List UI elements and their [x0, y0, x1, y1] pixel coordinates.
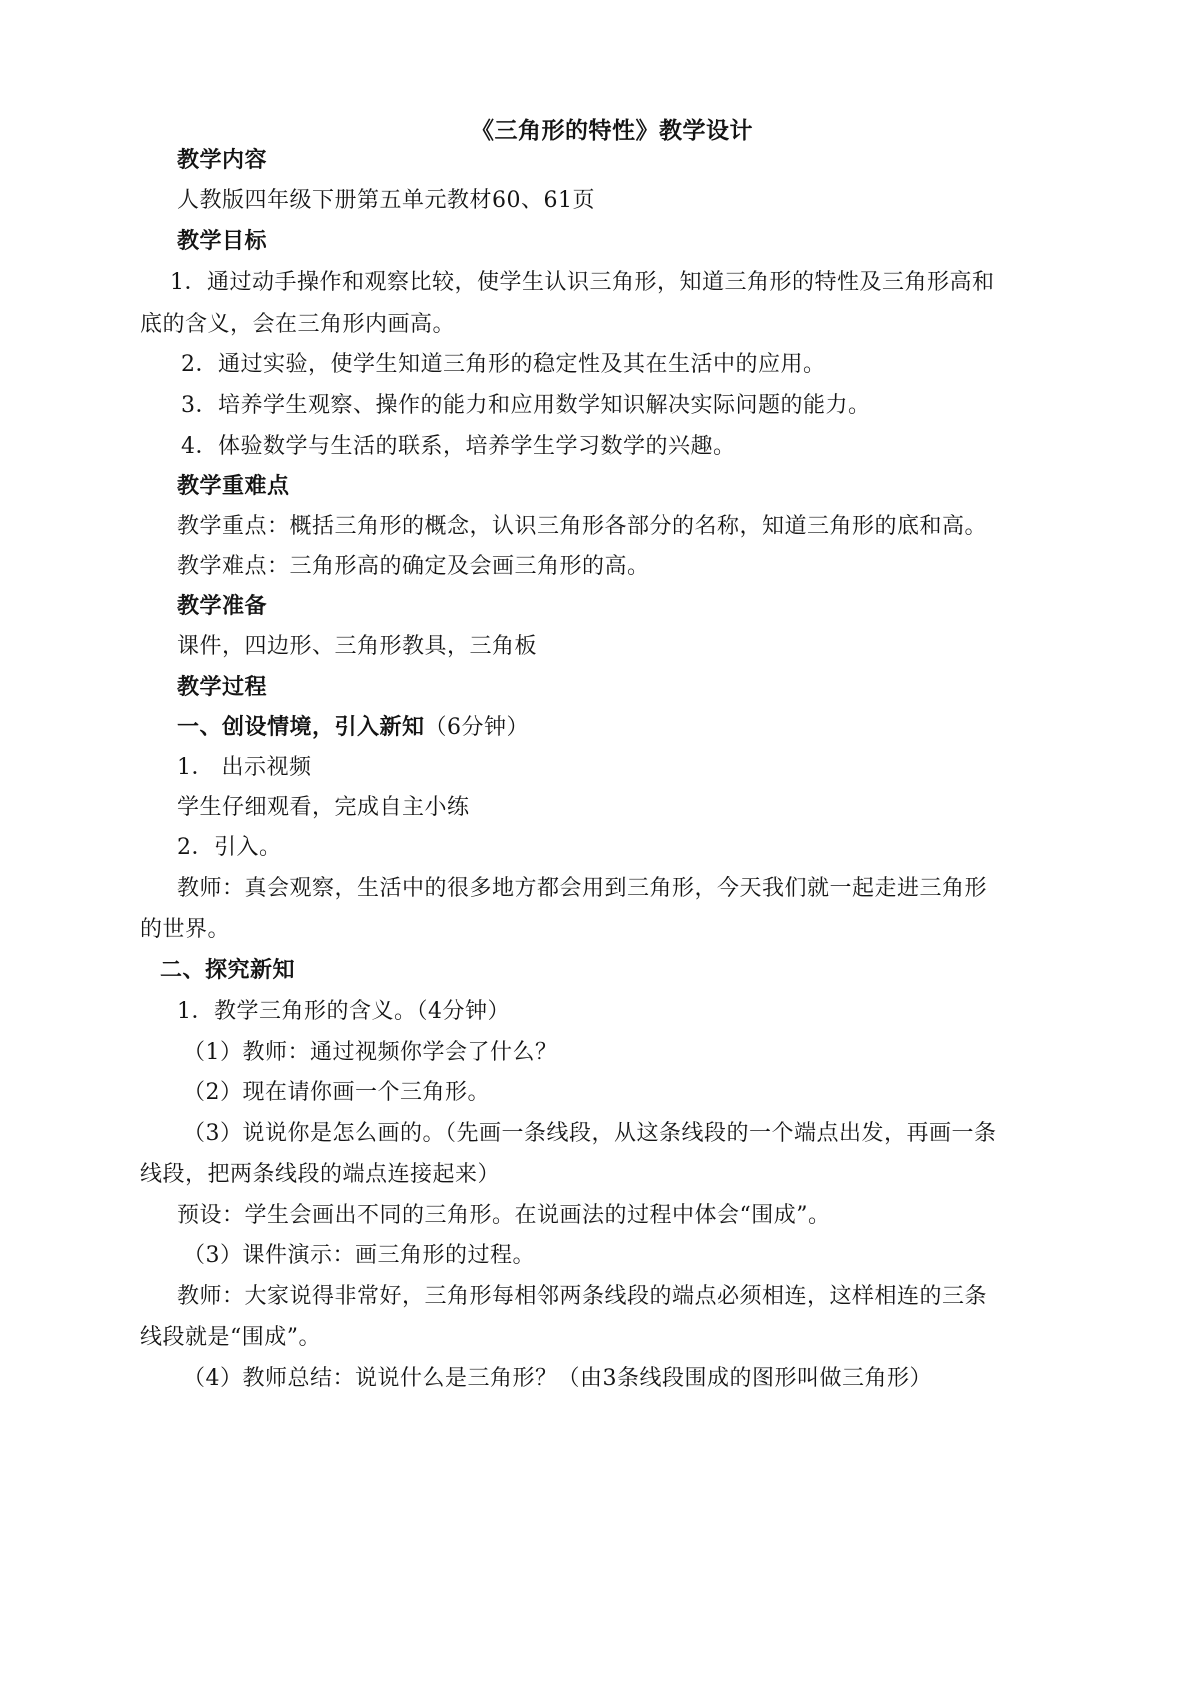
section-1-heading: 一、创设情境，引入新知	[177, 715, 425, 740]
objective-1-line2: 底的含义，会在三角形内画高。	[140, 312, 456, 337]
objective-3: 3．培养学生观察、操作的能力和应用数学知识解决实际问题的能力。	[181, 393, 871, 418]
section-1-item-2: 2．引入。	[177, 835, 282, 860]
section-2-sub-3-line1: （3）说说你是怎么画的。（先画一条线段，从这条线段的一个端点出发，再画一条	[183, 1121, 997, 1146]
objectives-heading: 教学目标	[177, 229, 268, 254]
section-2-preset: 预设：学生会画出不同的三角形。在说画法的过程中体会“围成”。	[177, 1203, 831, 1228]
section-1-time: （6分钟）	[424, 715, 530, 740]
section-2-sub-1: （1）教师：通过视频你学会了什么？	[183, 1040, 558, 1065]
section-1-teacher-line2: 的世界。	[140, 917, 231, 942]
key-points-heading: 教学重难点	[177, 474, 290, 499]
section-1-item-1-text: 学生仔细观看，完成自主小练	[177, 795, 470, 820]
key-point-text: 教学重点：概括三角形的概念，认识三角形各部分的名称，知道三角形的底和高。	[177, 514, 988, 539]
section-2-item-1: 1．教学三角形的含义。（4分钟）	[177, 999, 510, 1024]
document-title: 《三角形的特性》教学设计	[471, 117, 753, 144]
section-2-sub-4: （3）课件演示：画三角形的过程。	[183, 1243, 535, 1268]
section-2-sub-2: （2）现在请你画一个三角形。	[183, 1080, 490, 1105]
objective-2: 2．通过实验，使学生知道三角形的稳定性及其在生活中的应用。	[181, 352, 826, 377]
content-heading: 教学内容	[177, 148, 268, 173]
preparation-text: 课件，四边形、三角形教具，三角板	[177, 634, 538, 659]
process-heading: 教学过程	[177, 675, 268, 700]
content-text: 人教版四年级下册第五单元教材60、61页	[177, 188, 595, 213]
section-1-heading-line	[177, 713, 529, 743]
section-1-teacher-line1: 教师：真会观察，生活中的很多地方都会用到三角形，今天我们就一起走进三角形	[177, 876, 988, 901]
section-2-teacher-line1: 教师：大家说得非常好，三角形每相邻两条线段的端点必须相连，这样相连的三条	[177, 1284, 988, 1309]
section-2-sub-3-line2: 线段，把两条线段的端点连接起来）	[140, 1162, 501, 1187]
difficult-point-text: 教学难点：三角形高的确定及会画三角形的高。	[177, 554, 650, 579]
objective-4: 4．体验数学与生活的联系，培养学生学习数学的兴趣。	[181, 434, 736, 459]
objective-1-line1: 1．通过动手操作和观察比较，使学生认识三角形，知道三角形的特性及三角形高和	[170, 270, 995, 295]
section-2-heading: 二、探究新知	[160, 958, 296, 983]
preparation-heading: 教学准备	[177, 594, 268, 619]
section-2-teacher-line2: 线段就是“围成”。	[140, 1325, 321, 1350]
section-2-summary: （4）教师总结：说说什么是三角形？（由3条线段围成的图形叫做三角形）	[183, 1366, 932, 1391]
section-1-item-1: 1． 出示视频	[177, 755, 312, 780]
